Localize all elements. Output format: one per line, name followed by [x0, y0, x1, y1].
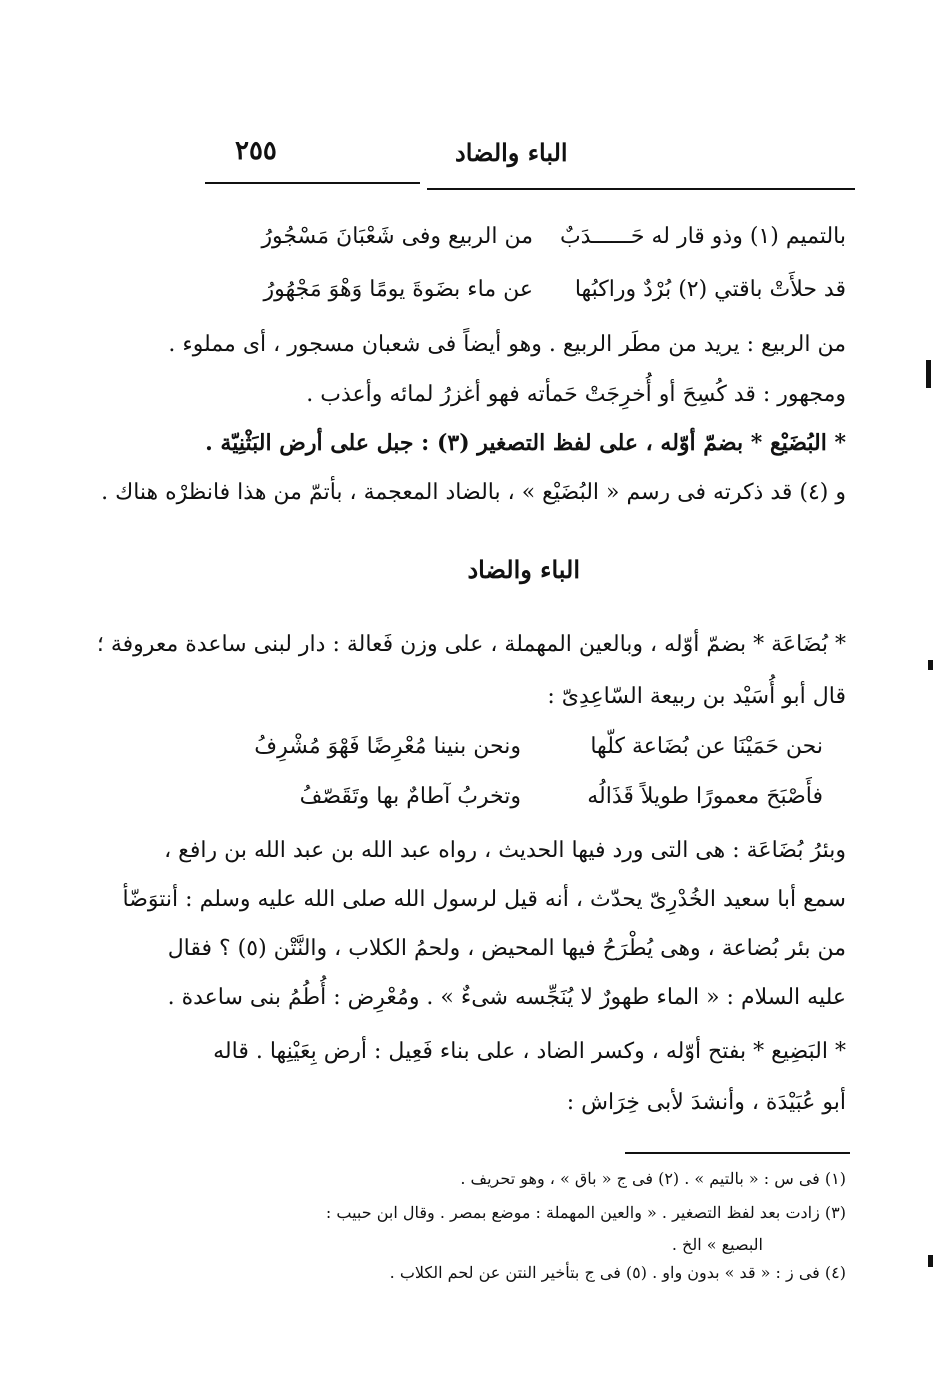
body-line: وبئرُ بُضَاعَة : هى التى ورد فيها الحديث ، رواه عبد الله بن عبد الله بن رافع ، — [164, 838, 846, 863]
body-line: من بئر بُضاعة ، وهى يُطْرَحُ فيها المحيض ، ولحمُ الكلاب ، والنَّتْن (٥) ؟ فقال — [167, 936, 846, 961]
footnote-line: البصيع » الخ . — [671, 1235, 763, 1254]
footnote-rule — [625, 1152, 850, 1154]
verse-4-hemistich-a: فأَصْبَحَ معمورًا طويلاً قَذَالُه — [587, 784, 823, 809]
body-line: عليه السلام : « الماء طهورٌ لا يُنَجِّسه شىءٌ » . ومُعْرِض : أُطُمُ بنى ساعدة . — [167, 985, 846, 1010]
page-number: ٢٥٥ — [235, 136, 277, 166]
scan-edge-mark — [928, 1255, 933, 1267]
body-line: سمع أبا سعيد الخُدْرِىّ يحدّث ، أنه قيل لرسول الله صلى الله عليه وسلم : أنتوَضّأ — [122, 887, 846, 912]
verse-4-hemistich-b: وتخربُ آطامٌ بها وتَقَصّفُ — [299, 784, 521, 809]
verse-1-hemistich-b: من الربيع وفى شَعْبَانَ مَسْجُورُ — [261, 224, 533, 249]
scan-edge-mark — [928, 660, 933, 670]
section-title: الباء والضاد — [467, 555, 580, 584]
header-rule-left — [205, 182, 420, 184]
verse-2-hemistich-a: قد حلأَتْ باقتي (٢) بُرْدٌ وراكبُها — [574, 277, 846, 302]
body-line: * بُضَاعَة * بضمّ أوّله ، وبالعين المهملة ، على وزن فَعالة : دار لبنى ساعدة معروفة ؛ — [96, 632, 846, 657]
header-rule-right — [427, 188, 855, 190]
verse-2-hemistich-b: عن ماء بضَوةَ يومًا وَهْوَ مَجْهُورُ — [263, 277, 533, 302]
body-line: أبو عُبَيْدَة ، وأنشدَ لأبى خِرَاش : — [566, 1090, 846, 1115]
body-line: * البُضَيْع * بضمّ أوّله ، على لفظ التصغير (٣) : جبل على أرض البَثْنِيّة . — [205, 430, 846, 456]
body-line: و (٤) قد ذكرته فى رسم « البُضَيْع » ، بالضاد المعجمة ، بأتمّ من هذا فانظرْه هناك . — [101, 480, 846, 505]
body-line: من الربيع : يريد من مطَر الربيع . وهو أيضاً فى شعبان مسجور ، أى مملوء . — [168, 332, 846, 357]
scan-edge-mark — [926, 360, 931, 388]
verse-3-hemistich-a: نحن حَمَيْنَا عن بُضَاعة كلّها — [590, 734, 823, 759]
footnote-line: (١) فى س : « بالتيم » . (٢) فى ج « باق » ، وهو تحريف . — [460, 1169, 846, 1188]
body-line: * البَضِيع * بفتح أوّله ، وكسر الضاد ، على بناء فَعِيل : أرض بِعَيْنِها . قاله — [213, 1039, 846, 1064]
body-line: ومجهور : قد كُسِحَ أو أُخرِجَتْ حَمأته فهو أغزرُ لمائه وأعذب . — [306, 382, 846, 407]
verse-3-hemistich-b: ونحن بنينا مُعْرِضًا فَهْوَ مُشْرِفُ — [254, 734, 521, 759]
footnote-line: (٤) فى ز : « قد » بدون واو . (٥) فى ج بتأخير النتن عن لحم الكلاب . — [389, 1263, 846, 1282]
page-header — [205, 136, 855, 176]
verse-1-hemistich-a: بالتميم (١) وذو قار له حَــــــدَبٌ — [559, 224, 846, 249]
body-line: قال أبو أُسَيْد بن ربيعة السّاعِدِىّ : — [547, 684, 846, 709]
running-title: الباء والضاد — [455, 138, 568, 167]
footnote-line: (٣) زادت بعد لفظ التصغير . « والعين المهملة : موضع بمصر . وقال ابن حبيب : — [325, 1203, 846, 1222]
